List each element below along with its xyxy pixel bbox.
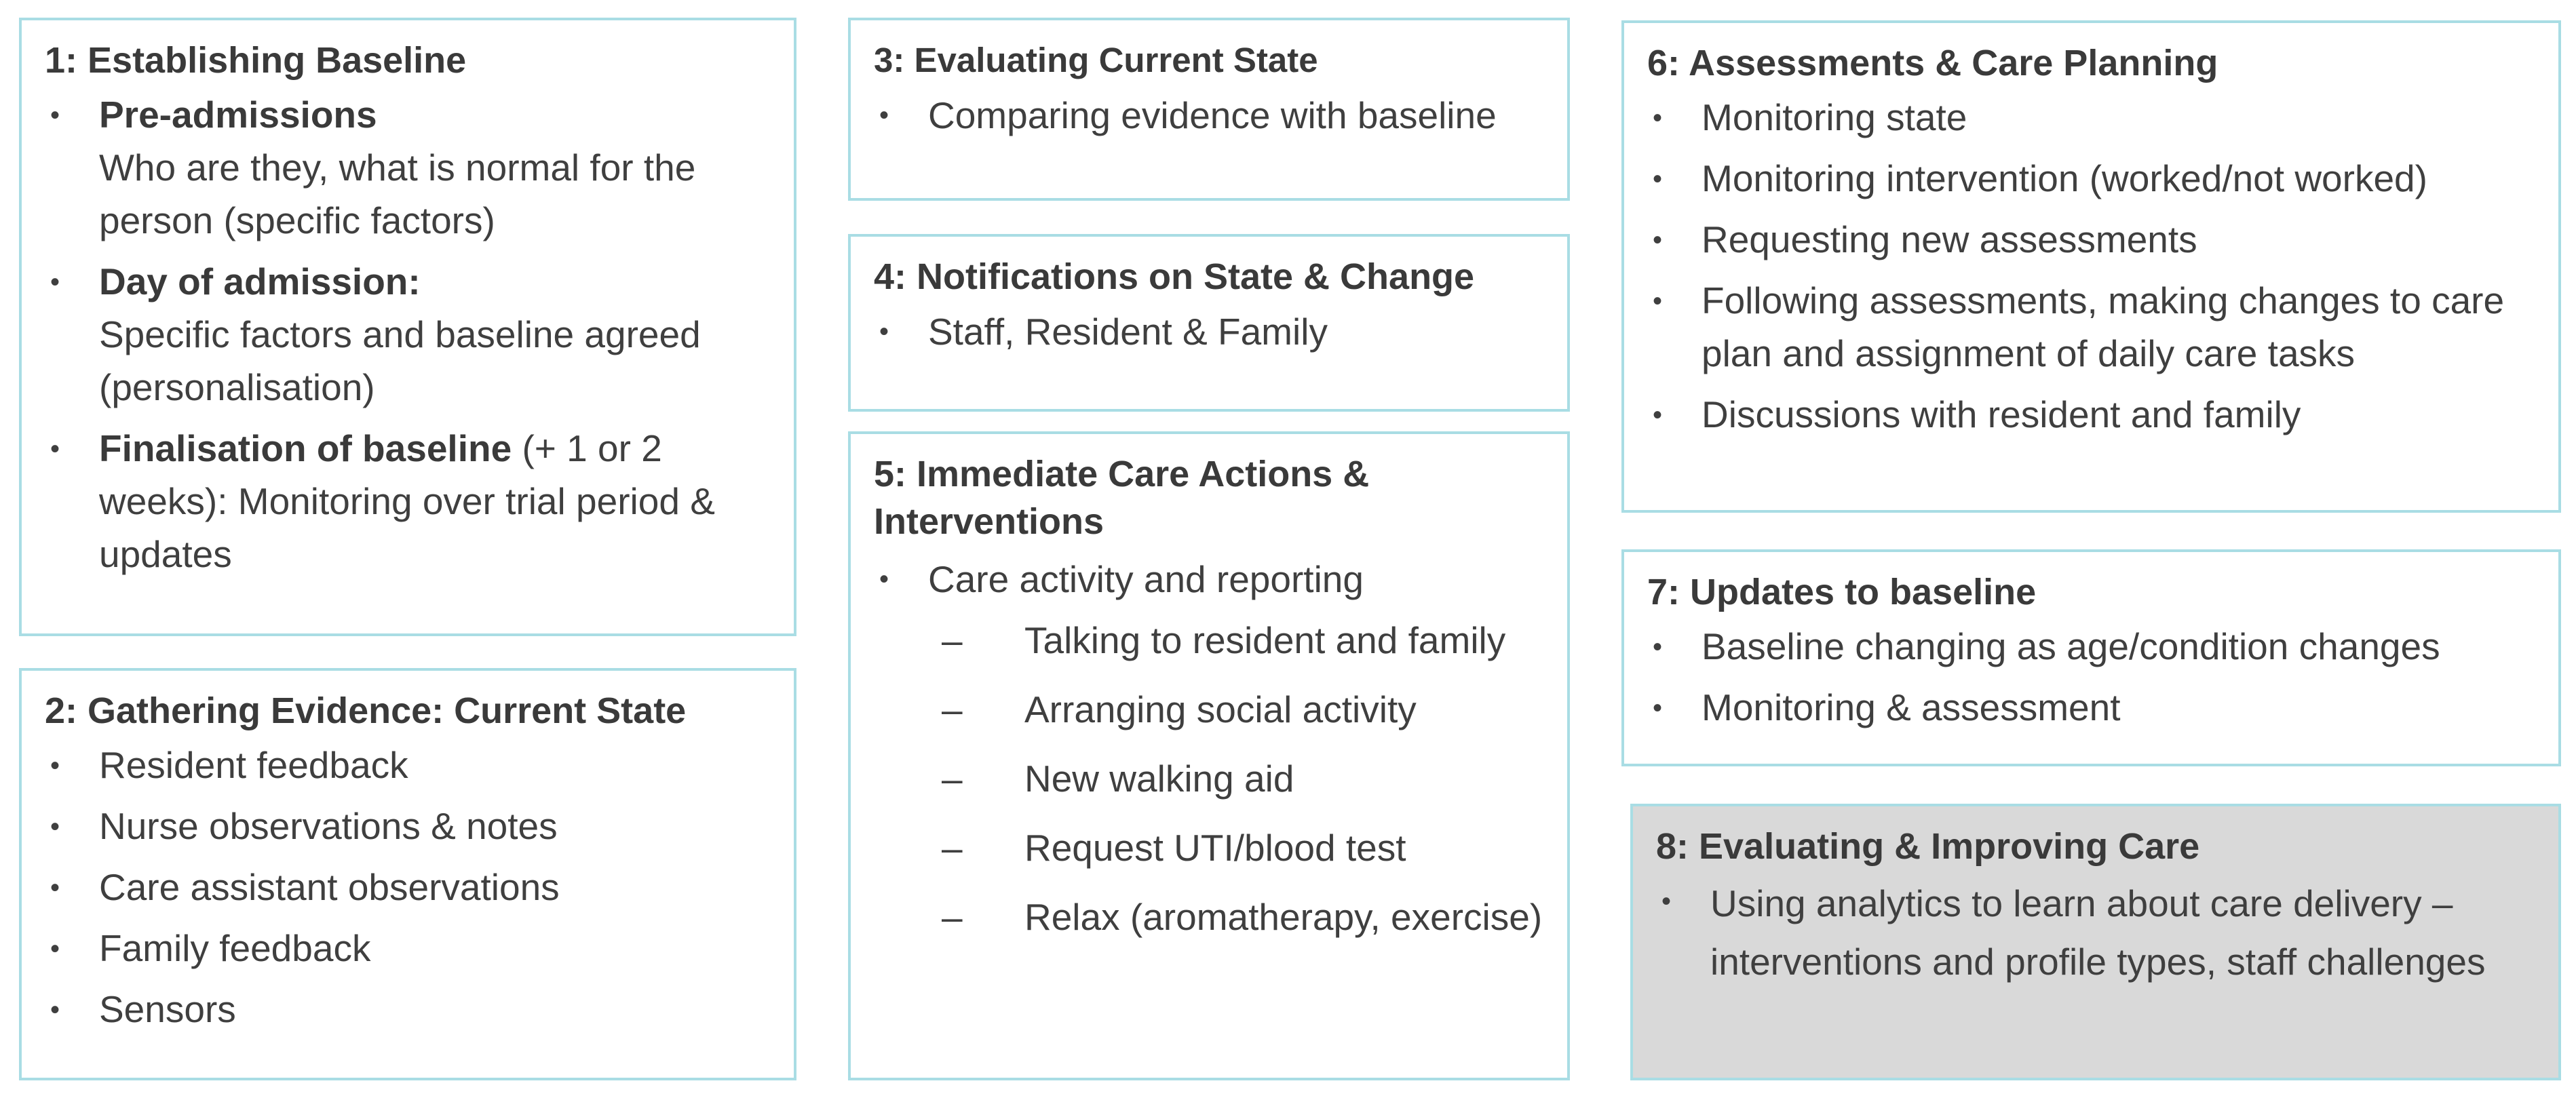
box-assessments-care-planning — [1621, 20, 2561, 513]
box-title: 5: Immediate Care Actions & Interventions — [874, 454, 1370, 542]
box-title: 8: Evaluating & Improving Care — [1656, 826, 2200, 867]
item-list — [45, 739, 771, 1036]
list-item: • Monitoring state — [1647, 91, 2535, 144]
list-item: • Family feedback — [45, 922, 771, 975]
item-list — [1647, 91, 2535, 441]
item-heading: Pre-admissions — [99, 94, 377, 136]
item-text: (+ 1 or 2 weeks): Monitoring over trial period & updates — [99, 427, 715, 575]
list-item — [45, 88, 771, 247]
box-evaluating-current-state — [848, 18, 1570, 201]
box-title: 1: Establishing Baseline — [45, 40, 467, 81]
sub-list-item: – Arranging social activity — [874, 682, 1544, 737]
box-title: 6: Assessments & Care Planning — [1647, 43, 2218, 83]
list-item: • Discussions with resident and family — [1647, 388, 2535, 441]
list-item: • Following assessments, making changes to care plan and assignment of daily care tasks — [1647, 274, 2535, 380]
item-text: Specific factors and baseline agreed (personalisation) — [99, 313, 701, 408]
box-gathering-evidence — [19, 668, 796, 1080]
list-item: • Care activity and reporting — [874, 552, 1544, 606]
item-list — [45, 88, 771, 581]
box-title: 3: Evaluating Current State — [874, 41, 1318, 79]
sub-list-item: – New walking aid — [874, 751, 1544, 806]
list-item: • Monitoring & assessment — [1647, 681, 2535, 734]
item-list — [874, 88, 1544, 142]
list-item: • Requesting new assessments — [1647, 213, 2535, 266]
list-item: • Using analytics to learn about care delivery – interventions and profile types, staff challenges — [1656, 874, 2535, 991]
list-item: • Staff, Resident & Family — [874, 305, 1544, 359]
list-item: • Baseline changing as age/condition changes — [1647, 620, 2535, 673]
box-immediate-care-actions — [848, 431, 1570, 1080]
sub-list-item: – Talking to resident and family — [874, 613, 1544, 667]
item-list — [874, 552, 1544, 606]
box-title: 2: Gathering Evidence: Current State — [45, 690, 687, 731]
box-establishing-baseline — [19, 18, 796, 636]
item-list — [1647, 620, 2535, 734]
list-item: • Care assistant observations — [45, 861, 771, 914]
sub-list-item: – Relax (aromatherapy, exercise) — [874, 890, 1544, 944]
box-evaluating-improving-care — [1630, 804, 2561, 1080]
list-item: • Resident feedback — [45, 739, 771, 791]
item-list — [874, 305, 1544, 359]
list-item: • Comparing evidence with baseline — [874, 88, 1544, 142]
item-list — [1656, 874, 2535, 991]
item-heading: Finalisation of baseline — [99, 427, 512, 469]
box-title: 4: Notifications on State & Change — [874, 256, 1475, 297]
item-heading: Day of admission: — [99, 260, 421, 302]
sub-list-item: – Request UTI/blood test — [874, 821, 1544, 875]
list-item: • Monitoring intervention (worked/not worked) — [1647, 152, 2535, 205]
box-title: 7: Updates to baseline — [1647, 572, 2037, 612]
list-item — [45, 255, 771, 414]
sub-item-list — [874, 613, 1544, 944]
item-text: Who are they, what is normal for the person (specific factors) — [99, 146, 696, 241]
list-item: • Nurse observations & notes — [45, 800, 771, 853]
list-item — [45, 422, 771, 581]
box-updates-to-baseline — [1621, 549, 2561, 766]
list-item: • Sensors — [45, 983, 771, 1036]
box-notifications — [848, 234, 1570, 412]
